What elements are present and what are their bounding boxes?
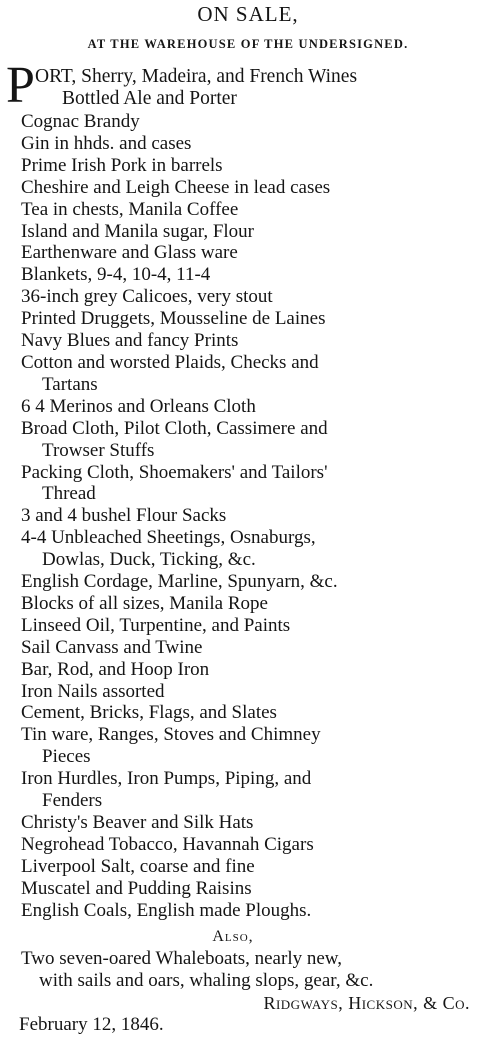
list-item-text: Christy's Beaver and Silk Hats xyxy=(21,812,254,833)
list-item xyxy=(21,111,491,133)
list-item xyxy=(21,308,491,330)
list-item-continuation: Dowlas, Duck, Ticking, &c. xyxy=(42,549,256,571)
list-item-text: Tin ware, Ranges, Stoves and Chimney xyxy=(21,724,321,746)
list-item-text: Earthenware and Glass ware xyxy=(21,242,238,264)
list-item xyxy=(21,177,491,199)
list-item-text: Muscatel and Pudding Raisins xyxy=(21,877,252,899)
page-subtitle: AT THE WAREHOUSE OF THE UNDERSIGNED. xyxy=(87,37,409,51)
list-item xyxy=(21,330,491,352)
list-item-continuation: Thread xyxy=(42,483,96,505)
list-item-text: 36-inch grey Calicoes, very stout xyxy=(21,286,273,308)
list-item-text: Bar, Rod, and Hoop Iron xyxy=(21,658,210,680)
list-item-text: Packing Cloth, Shoemakers' and Tailors' xyxy=(21,461,328,483)
intro-line-2: Bottled Ale and Porter xyxy=(62,88,237,109)
list-item xyxy=(21,768,491,812)
list-item-text: Blankets, 9-4, 10-4, 11-4 xyxy=(21,264,211,286)
list-item xyxy=(21,637,491,659)
list-item-text: Sail Canvass and Twine xyxy=(21,636,203,658)
list-item xyxy=(21,418,491,462)
list-item xyxy=(21,352,491,396)
list-item xyxy=(21,462,491,506)
list-item-text: Printed Druggets, Mousseline de Laines xyxy=(21,308,326,330)
list-item-text: Iron Nails assorted xyxy=(21,680,165,702)
list-item xyxy=(21,812,491,834)
also-heading: Also, xyxy=(212,928,254,945)
also-item xyxy=(21,948,491,991)
list-item-continuation: Trowser Stuffs xyxy=(42,439,155,461)
list-item-text: Linseed Oil, Turpentine, and Paints xyxy=(21,614,291,636)
list-item xyxy=(21,242,491,264)
list-item-text: Cheshire and Leigh Cheese in lead cases xyxy=(21,176,331,198)
list-item xyxy=(21,133,491,155)
list-item-continuation: Tartans xyxy=(42,373,98,395)
list-item xyxy=(21,264,491,286)
list-item xyxy=(21,615,491,637)
list-item xyxy=(21,199,491,221)
advertisement-date: February 12, 1846. xyxy=(19,1014,164,1035)
list-item xyxy=(21,702,491,724)
list-item-text: Liverpool Salt, coarse and fine xyxy=(21,855,255,877)
list-item xyxy=(21,878,491,900)
drop-cap: P xyxy=(6,57,35,114)
intro-block xyxy=(6,57,496,114)
list-item xyxy=(21,396,491,418)
list-item-continuation: Fenders xyxy=(42,790,103,812)
list-item xyxy=(21,856,491,878)
list-item-text: Navy Blues and fancy Prints xyxy=(21,330,239,352)
list-item-text: Blocks of all sizes, Manila Rope xyxy=(21,592,268,614)
list-item-text: English Coals, English made Ploughs. xyxy=(21,899,312,921)
list-item-text: Prime Irish Pork in barrels xyxy=(21,154,223,176)
list-item-text: Negrohead Tobacco, Havannah Cigars xyxy=(21,833,314,855)
merchant-signature: Ridgways, Hickson, & Co. xyxy=(263,993,470,1013)
list-item-text: 3 and 4 bushel Flour Sacks xyxy=(21,505,227,527)
list-item-text: 4-4 Unbleached Sheetings, Osnaburgs, xyxy=(21,527,316,549)
list-item-text: Cement, Bricks, Flags, and Slates xyxy=(21,702,277,724)
list-item xyxy=(21,155,491,177)
list-item xyxy=(21,286,491,308)
list-item xyxy=(21,724,491,768)
list-item-text: Broad Cloth, Pilot Cloth, Cassimere and xyxy=(21,417,328,439)
list-item xyxy=(21,505,491,527)
list-item-text: Cognac Brandy xyxy=(21,111,140,132)
intro-line-1: ORT, Sherry, Madeira, and French Wines xyxy=(35,66,358,87)
list-item-text: Island and Manila sugar, Flour xyxy=(21,220,255,242)
list-item-text: 6 4 Merinos and Orleans Cloth xyxy=(21,395,256,417)
list-item xyxy=(21,900,491,922)
list-item-text: Tea in chests, Manila Coffee xyxy=(21,198,239,220)
list-item xyxy=(21,527,491,571)
page-title: ON SALE, xyxy=(197,2,299,26)
also-line-1: Two seven-oared Whaleboats, nearly new, xyxy=(21,948,343,969)
also-line-2: with sails and oars, whaling slops, gear, &c. xyxy=(39,969,374,991)
list-item-text: Iron Hurdles, Iron Pumps, Piping, and xyxy=(21,768,312,790)
list-item xyxy=(21,571,491,593)
list-item xyxy=(21,593,491,615)
list-item-continuation: Pieces xyxy=(42,746,91,768)
list-item xyxy=(21,681,491,703)
list-item xyxy=(21,834,491,856)
goods-list xyxy=(21,111,491,922)
list-item-text: Gin in hhds. and cases xyxy=(21,132,192,154)
list-item xyxy=(21,221,491,243)
list-item-text: Cotton and worsted Plaids, Checks and xyxy=(21,351,319,373)
list-item-text: English Cordage, Marline, Spunyarn, &c. xyxy=(21,571,338,593)
list-item xyxy=(21,659,491,681)
